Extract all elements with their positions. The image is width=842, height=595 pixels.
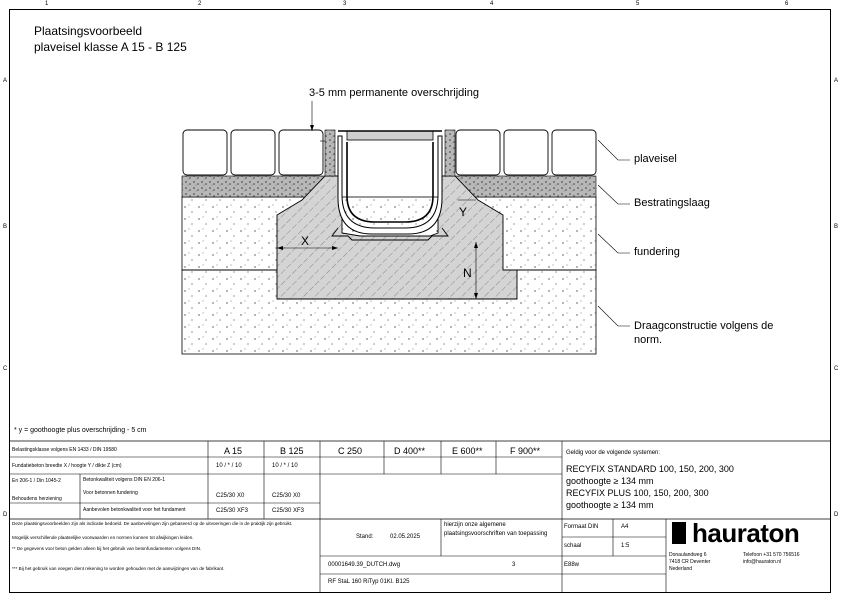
system-line-3: RECYFIX PLUS 100, 150, 200, 300 bbox=[566, 488, 709, 498]
overlap-label: 3-5 mm permanente overschrijding bbox=[309, 87, 479, 99]
dim-n-label: N bbox=[463, 266, 472, 280]
scale-value: 1:5 bbox=[621, 543, 630, 549]
class-c250: C 250 bbox=[338, 446, 363, 456]
grid-col-2: 2 bbox=[198, 1, 202, 7]
address-3: Nederland bbox=[669, 566, 693, 572]
row4-b125: C25/30 XF3 bbox=[272, 508, 305, 514]
side-note-2: Behoudens herziening bbox=[12, 496, 62, 502]
grid-row-b: B bbox=[3, 224, 8, 230]
note-2: Mogelijk verschillende plaatselijke voorwaarden en normen kunnen tot afwijkingen leiden. bbox=[12, 535, 194, 540]
row4-label: Aanbevolen betonkwaliteit voor het fundament bbox=[83, 507, 186, 513]
company-email: info@hauraton.nl bbox=[743, 559, 782, 565]
system-line-4: goothoogte ≥ 134 mm bbox=[566, 500, 654, 510]
row2b-label: Voor betonnen fundering bbox=[83, 490, 138, 496]
row2a-label: Betonkwaliteit volgens DIN EN 206-1 bbox=[83, 477, 165, 483]
grid-row-c: C bbox=[3, 366, 8, 372]
class-e600: E 600** bbox=[452, 446, 483, 456]
draagconstructie-label-2: norm. bbox=[634, 334, 663, 346]
grid-col-1: 1 bbox=[45, 1, 49, 7]
grid-row-d: D bbox=[3, 512, 8, 518]
grid-col-4: 4 bbox=[490, 1, 494, 7]
scale-label: schaal bbox=[564, 543, 582, 549]
stand-date: 02.05.2025 bbox=[390, 534, 421, 540]
remark-line-2: plaatsingsvoorschriften van toepassing bbox=[444, 531, 548, 537]
systems-header: Geldig voor de volgende systemen: bbox=[566, 450, 661, 456]
drawing-file: 00001649.39_DUTCH.dwg bbox=[328, 562, 401, 568]
stand-label: Stand: bbox=[356, 534, 374, 540]
title-line-2: plaveisel klasse A 15 - B 125 bbox=[34, 40, 187, 54]
row1-b125: 10 / * / 10 bbox=[272, 463, 298, 469]
side-note-1: En 206-1 / Din 1045-2 bbox=[12, 478, 61, 484]
logo-text: hauraton bbox=[692, 518, 800, 548]
format-label: Formaat DIN bbox=[564, 524, 599, 530]
dim-x-label: X bbox=[301, 234, 310, 248]
plaveisel-label: plaveisel bbox=[634, 153, 677, 165]
system-line-2: goothoogte ≥ 134 mm bbox=[566, 476, 654, 486]
class-f900: F 900** bbox=[510, 446, 541, 456]
drawing-sheet: 3 bbox=[512, 562, 516, 568]
company-phone: Telefoon +31 570 756516 bbox=[743, 552, 800, 558]
grid-row-b-right: B bbox=[834, 224, 839, 230]
grid-col-3: 3 bbox=[343, 1, 347, 7]
grid-col-6: 6 bbox=[785, 1, 789, 7]
grid-row-a: A bbox=[3, 78, 8, 84]
address-2: 7418 CR Deventer bbox=[669, 559, 711, 565]
address-1: Donaulandweg 6 bbox=[669, 552, 707, 558]
note-4: *** Bij het gebruik van voegen dient rekening te worden gehouden met de aanwijzingen van de fabrikant. bbox=[12, 566, 225, 571]
dim-y-label: Y bbox=[459, 205, 468, 219]
note-3: ** De gegevens voor beton gelden alleen bij het gebruik van betonfundamenten volgens DIN. bbox=[12, 546, 202, 551]
format-value: A4 bbox=[621, 524, 629, 530]
class-header-label: Belastingsklasse volgens EN 1433 / DIN 19580 bbox=[12, 447, 117, 453]
row3-b125: C25/30 X0 bbox=[272, 493, 301, 499]
drawing-ref: RF StaL 160 RiTyp 01Kl. B125 bbox=[328, 579, 410, 585]
grid-row-a-right: A bbox=[834, 78, 839, 84]
bestratingslaag-label: Bestratingslaag bbox=[634, 197, 710, 209]
company-logo bbox=[672, 520, 799, 546]
grid-row-c-right: C bbox=[834, 366, 839, 372]
class-b125: B 125 bbox=[280, 446, 304, 456]
class-a15: A 15 bbox=[224, 446, 243, 456]
row3-a15: C25/30 X0 bbox=[216, 493, 245, 499]
drawing-code: E88w bbox=[564, 562, 580, 568]
grid-col-5: 5 bbox=[636, 1, 640, 7]
draagconstructie-label-1: Draagconstructie volgens de bbox=[634, 320, 774, 332]
note-1: Deze plaatsingsvoorbeelden zijn als indicatie bedoeld. De aanbevelingen zijn gebaseerd op de uitvoeringen die in de praktijk zijn gebruikt. bbox=[12, 521, 293, 526]
row1-label: Fundatiebeton breedte X / hoogte Y / dikte Z (cm) bbox=[12, 463, 122, 469]
footnote: * y = goothoogte plus overschrijding - 5 cm bbox=[14, 427, 147, 434]
class-d400: D 400** bbox=[394, 446, 426, 456]
row4-a15: C25/30 XF3 bbox=[216, 508, 249, 514]
system-line-1: RECYFIX STANDARD 100, 150, 200, 300 bbox=[566, 464, 734, 474]
fundering-label: fundering bbox=[634, 246, 680, 258]
row1-a15: 10 / * / 10 bbox=[216, 463, 242, 469]
grid-row-d-right: D bbox=[834, 512, 839, 518]
remark-line-1: hierzijn onze algemene bbox=[444, 522, 506, 528]
logo-mark bbox=[672, 522, 686, 544]
title-line-1: Plaatsingsvoorbeeld bbox=[34, 24, 143, 38]
